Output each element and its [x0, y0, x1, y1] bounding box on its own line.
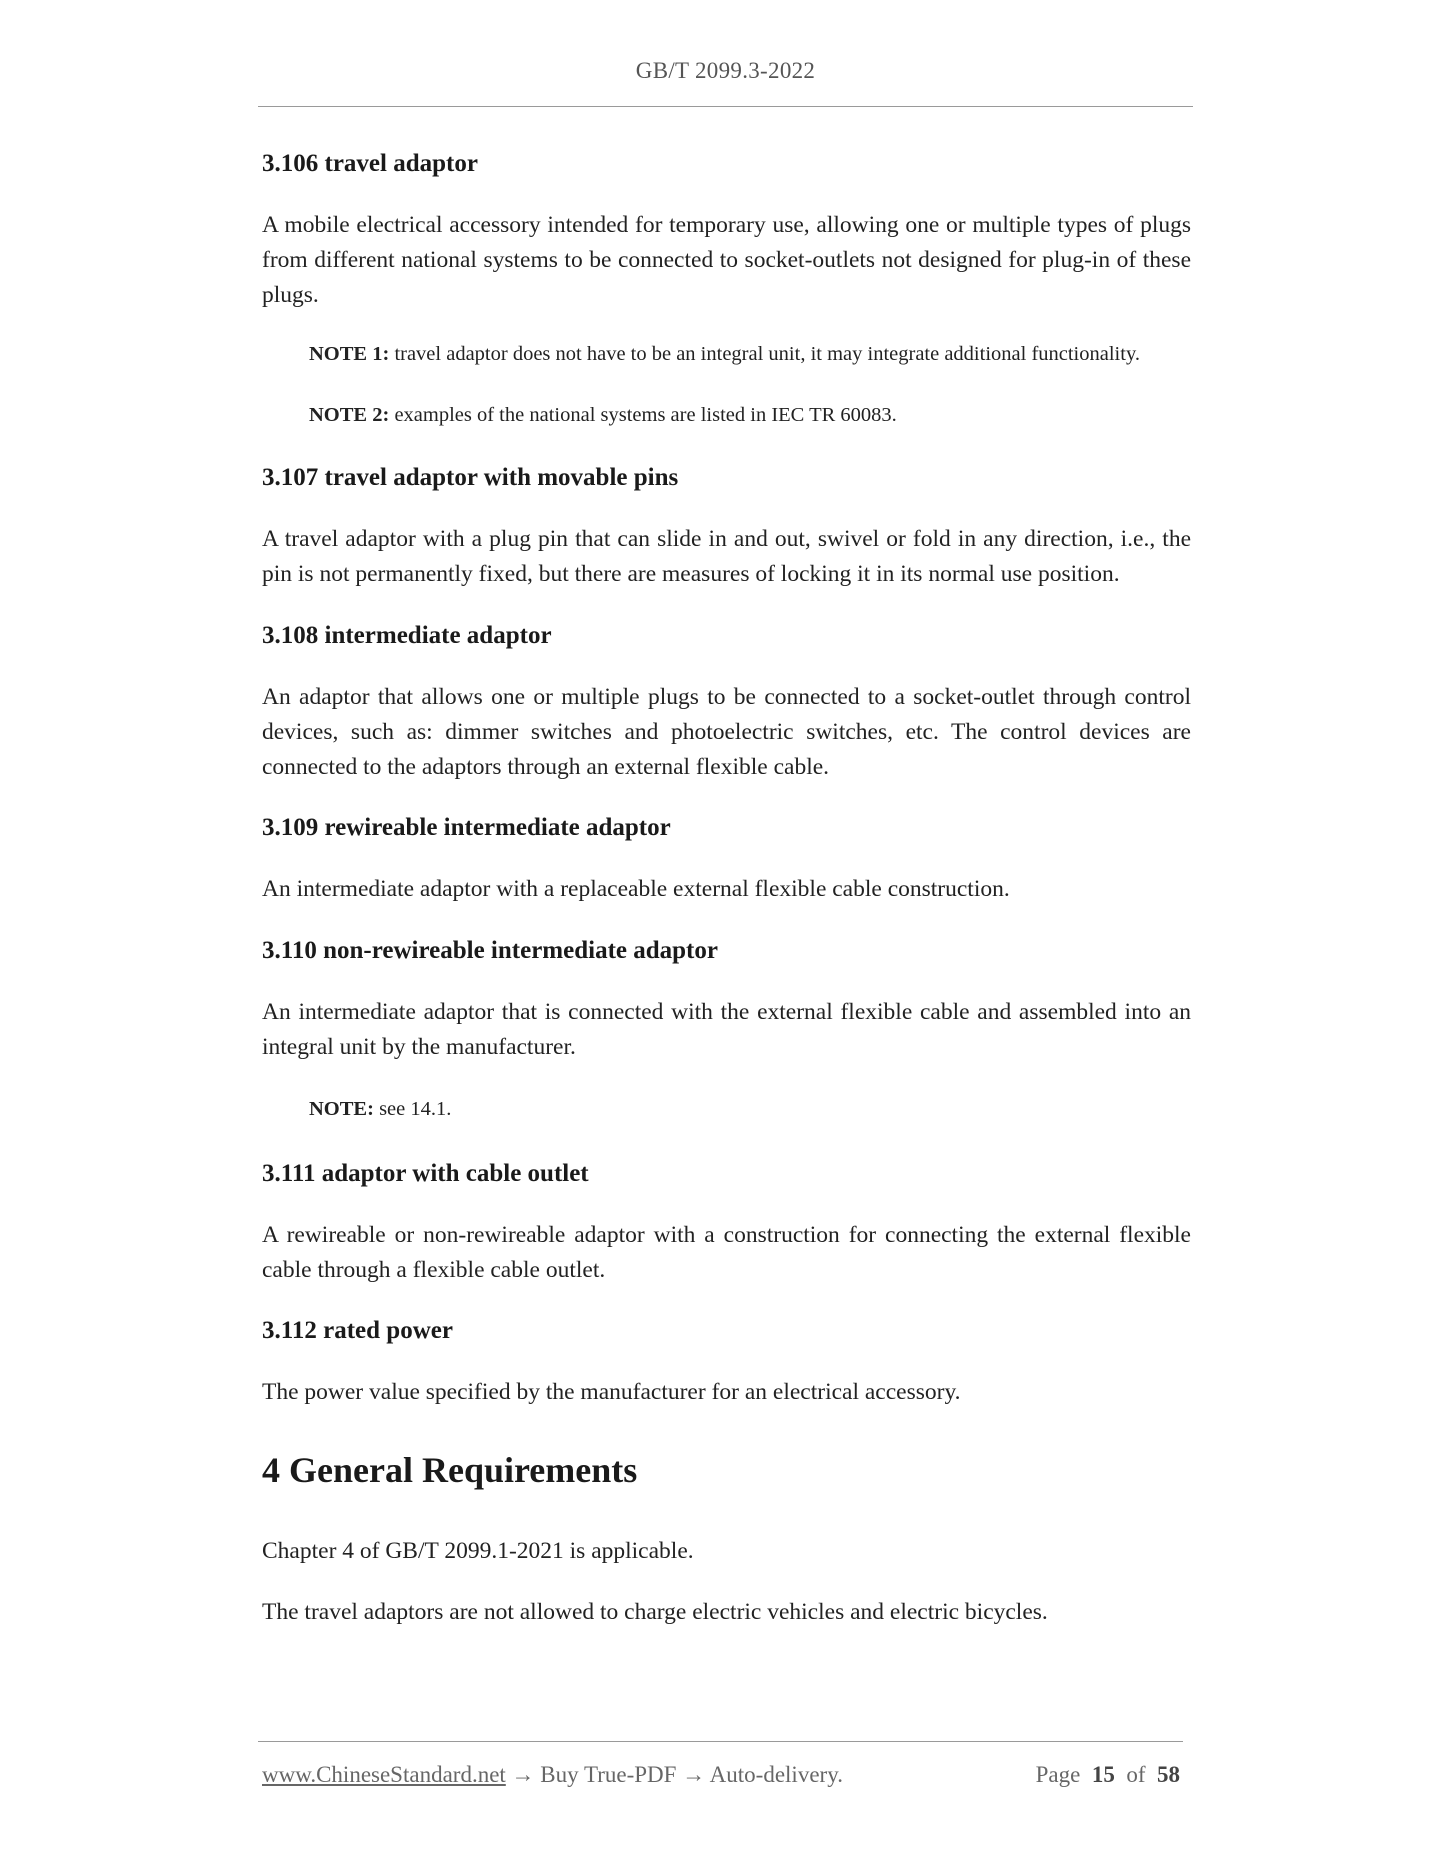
- note-label: NOTE 2:: [309, 404, 390, 426]
- note-text: travel adaptor does not have to be an integral unit, it may integrate additional functionality.: [389, 343, 1140, 365]
- heading-3-110: 3.110 non-rewireable intermediate adaptor: [262, 937, 718, 964]
- site-link[interactable]: www.ChineseStandard.net: [262, 1762, 506, 1787]
- note-3-110: [309, 1098, 451, 1121]
- heading-3-106: 3.106 travel adaptor: [262, 150, 478, 177]
- paragraph-chapter-4-2: The travel adaptors are not allowed to charge electric vehicles and electric bicycles.: [262, 1599, 1048, 1625]
- heading-3-108: 3.108 intermediate adaptor: [262, 622, 552, 649]
- footer-divider: [258, 1741, 1183, 1742]
- paragraph-3-107: A travel adaptor with a plug pin that can slide in and out, swivel or fold in any direction, i.e., the pin is not permanently fixed, but there are measures of locking it in its normal use position.: [262, 526, 1191, 587]
- heading-chapter-4: 4 General Requirements: [262, 1450, 638, 1490]
- heading-3-107: 3.107 travel adaptor with movable pins: [262, 464, 679, 491]
- paragraph-chapter-4-1: Chapter 4 of GB/T 2099.1-2021 is applicable.: [262, 1538, 694, 1564]
- page-header-doc-code: GB/T 2099.3-2022: [635, 58, 816, 83]
- footer-promo: [262, 1762, 843, 1788]
- note-text: see 14.1.: [373, 1098, 452, 1120]
- note-text: examples of the national systems are listed in IEC TR 60083.: [389, 404, 897, 426]
- buy-text: Buy True-PDF: [540, 1762, 677, 1787]
- of-word: of: [1126, 1762, 1146, 1787]
- page-total: 58: [1157, 1762, 1180, 1787]
- arrow-right-icon: →: [505, 1762, 541, 1787]
- note-3-106-2: [309, 404, 897, 427]
- paragraph-3-109: An intermediate adaptor with a replaceable external flexible cable construction.: [262, 876, 1010, 902]
- page-counter: [1036, 1762, 1180, 1788]
- header-divider: [258, 106, 1193, 107]
- delivery-text: Auto-delivery.: [709, 1762, 843, 1787]
- note-label: NOTE 1:: [309, 343, 390, 365]
- paragraph-3-108: An adaptor that allows one or multiple plugs to be connected to a socket-outlet through control devices, such as: dimmer switches and photoelectric switches, etc. The control devices are connected to the adaptors through an external flexible cable.: [262, 684, 1191, 780]
- page-number: 15: [1091, 1762, 1115, 1787]
- paragraph-3-106: A mobile electrical accessory intended for temporary use, allowing one or multiple types of plugs from different national systems to be connected to socket-outlets not designed for plug-in of these plugs.: [262, 212, 1191, 308]
- page-word: Page: [1035, 1762, 1081, 1787]
- note-label: NOTE:: [309, 1098, 374, 1120]
- heading-3-111: 3.111 adaptor with cable outlet: [262, 1160, 589, 1187]
- heading-3-112: 3.112 rated power: [262, 1317, 453, 1344]
- note-3-106-1: [309, 343, 1140, 366]
- paragraph-3-111: A rewireable or non-rewireable adaptor with a construction for connecting the external flexible cable through a flexible cable outlet.: [262, 1222, 1191, 1283]
- heading-3-109: 3.109 rewireable intermediate adaptor: [262, 814, 671, 841]
- arrow-right-icon: →: [676, 1762, 710, 1787]
- paragraph-3-110: An intermediate adaptor that is connected with the external flexible cable and assembled into an integral unit by the manufacturer.: [262, 999, 1191, 1060]
- paragraph-3-112: The power value specified by the manufacturer for an electrical accessory.: [262, 1379, 961, 1405]
